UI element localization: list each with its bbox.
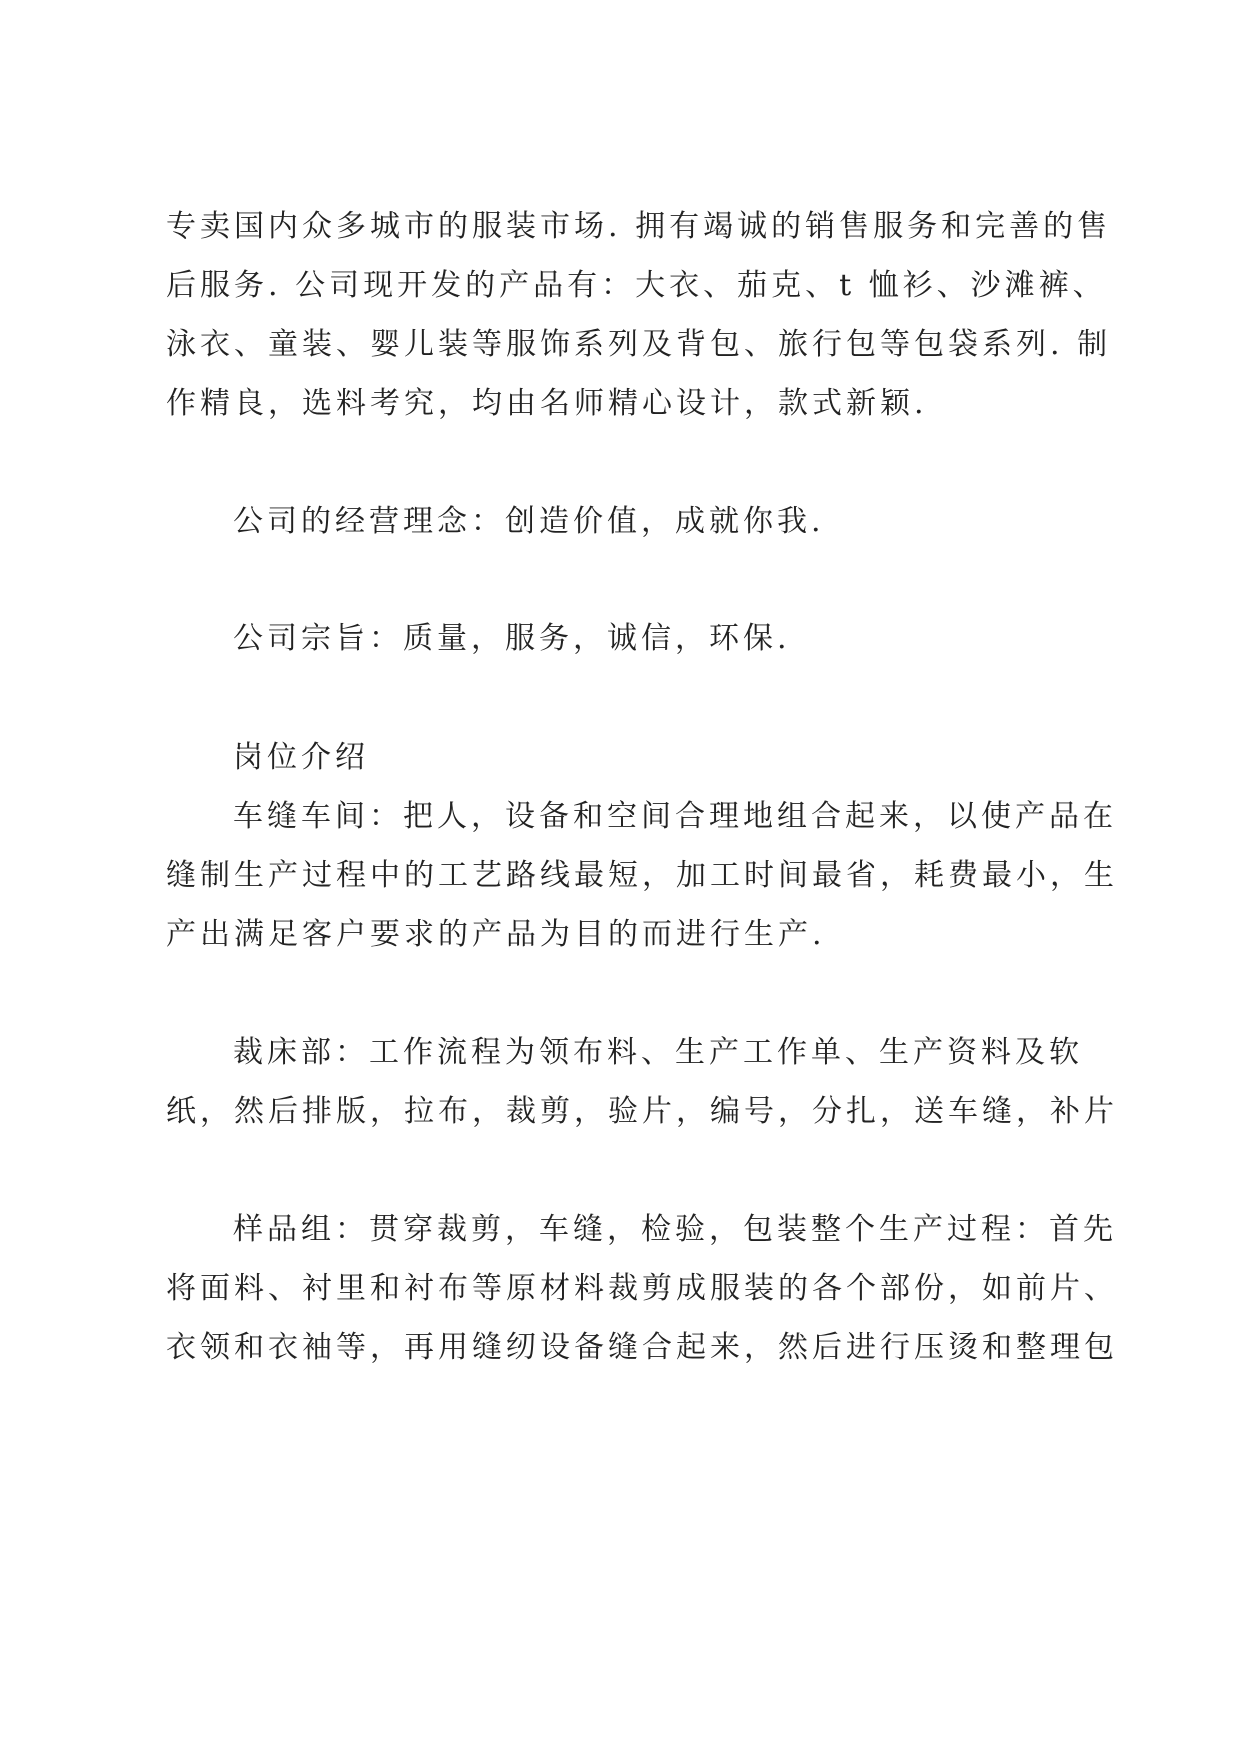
sewing-workshop-line-1: 车缝车间：把人，设备和空间合理地组合起来，以使产品在	[233, 799, 1117, 834]
sewing-workshop-line-3: 产出满足客户要求的产品为目的而进行生产.	[166, 917, 826, 952]
intro-line-1: 专卖国内众多城市的服装市场. 拥有竭诚的销售服务和完善的售	[166, 209, 1112, 244]
sample-group-line-3: 衣领和衣袖等，再用缝纫设备缝合起来，然后进行压烫和整理包	[166, 1330, 1118, 1365]
sample-group-line-1: 样品组：贯穿裁剪，车缝，检验，包装整个生产过程：首先	[233, 1212, 1117, 1247]
cutting-department-line-1: 裁床部：工作流程为领布料、生产工作单、生产资料及软	[233, 1035, 1083, 1070]
sample-group-line-2: 将面料、衬里和衬布等原材料裁剪成服装的各个部份，如前片、	[166, 1271, 1118, 1306]
section-heading: 岗位介绍	[233, 740, 369, 775]
intro-line-2: 后服务. 公司现开发的产品有：大衣、茄克、t 恤衫、沙滩裤、	[166, 268, 1107, 303]
tenet-line: 公司宗旨：质量，服务，诚信，环保.	[233, 621, 791, 656]
intro-line-4: 作精良，选料考究，均由名师精心设计，款式新颖.	[166, 386, 928, 421]
cutting-department-line-2: 纸，然后排版，拉布，裁剪，验片，编号，分扎，送车缝，补片	[166, 1094, 1118, 1129]
philosophy-line: 公司的经营理念：创造价值，成就你我.	[233, 504, 825, 539]
intro-line-3: 泳衣、童装、婴儿装等服饰系列及背包、旅行包等包袋系列. 制	[166, 327, 1112, 362]
sewing-workshop-line-2: 缝制生产过程中的工艺路线最短，加工时间最省，耗费最小，生	[166, 858, 1118, 893]
